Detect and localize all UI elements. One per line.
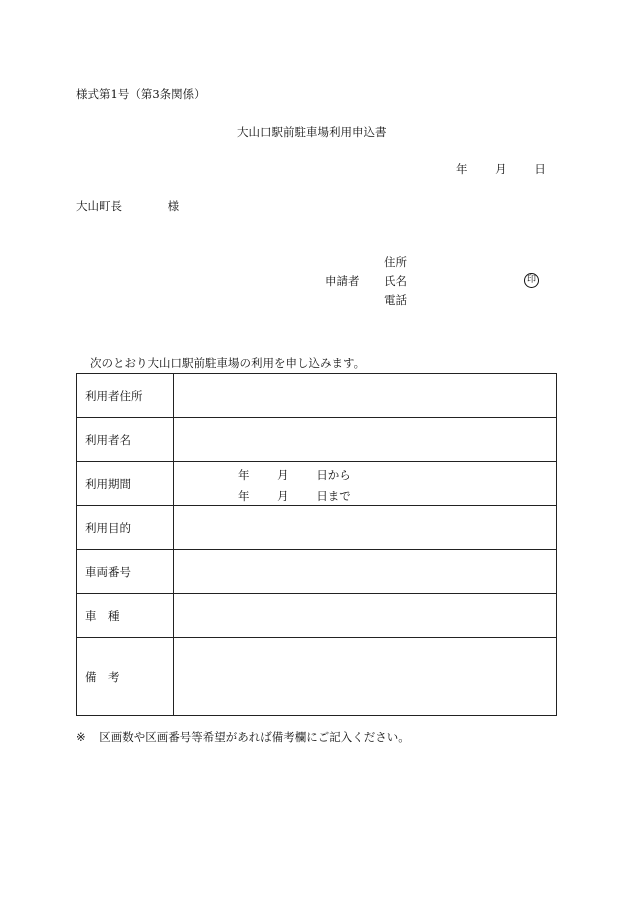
addressee-name: 大山町長 <box>76 199 122 213</box>
table-row <box>77 418 557 462</box>
period-to-month: 月 <box>277 489 289 503</box>
user-address-field[interactable] <box>174 374 557 418</box>
table-row <box>77 550 557 594</box>
form-number: 様式第1号（第3条関係） <box>76 87 206 101</box>
addressee <box>76 198 179 214</box>
application-table <box>76 373 557 716</box>
period-to <box>238 488 351 504</box>
seal-icon: 印 <box>524 273 539 288</box>
note-text: 区画数や区画番号等希望があれば備考欄にご記入ください。 <box>99 730 410 744</box>
row-label-vehicle-number: 車両番号 <box>77 550 174 594</box>
remarks-field[interactable] <box>174 638 557 716</box>
date-month: 月 <box>495 162 507 176</box>
applicant-address-label: 住所 <box>384 255 407 269</box>
vehicle-number-field[interactable] <box>174 550 557 594</box>
period-from-month: 月 <box>277 468 289 482</box>
date-line <box>456 161 546 177</box>
period-from-day: 日から <box>316 468 351 482</box>
period-field[interactable] <box>174 462 557 506</box>
applicant-label: 申請者 <box>325 274 360 288</box>
row-label-user-address: 利用者住所 <box>77 374 174 418</box>
addressee-honorific: 様 <box>167 199 180 213</box>
vehicle-type-field[interactable] <box>174 594 557 638</box>
table-row <box>77 462 557 506</box>
purpose-field[interactable] <box>174 506 557 550</box>
applicant-phone-label: 電話 <box>384 293 407 307</box>
row-label-period: 利用期間 <box>77 462 174 506</box>
note-mark: ※ <box>76 730 86 744</box>
note <box>76 729 410 745</box>
table-row <box>77 638 557 716</box>
applicant-name-label: 氏名 <box>384 274 407 288</box>
date-year: 年 <box>456 162 468 176</box>
table-row <box>77 594 557 638</box>
table-row <box>77 374 557 418</box>
user-name-field[interactable] <box>174 418 557 462</box>
row-label-purpose: 利用目的 <box>77 506 174 550</box>
period-to-day: 日まで <box>316 489 351 503</box>
table-row <box>77 506 557 550</box>
period-from <box>238 467 351 483</box>
intro-text: 次のとおり大山口駅前駐車場の利用を申し込みます。 <box>90 356 366 370</box>
row-label-user-name: 利用者名 <box>77 418 174 462</box>
date-day: 日 <box>534 162 546 176</box>
period-to-year: 年 <box>238 489 250 503</box>
row-label-vehicle-type: 車 種 <box>77 594 174 638</box>
period-from-year: 年 <box>238 468 250 482</box>
row-label-remarks: 備 考 <box>77 638 174 716</box>
page-title: 大山口駅前駐車場利用申込書 <box>237 125 387 139</box>
